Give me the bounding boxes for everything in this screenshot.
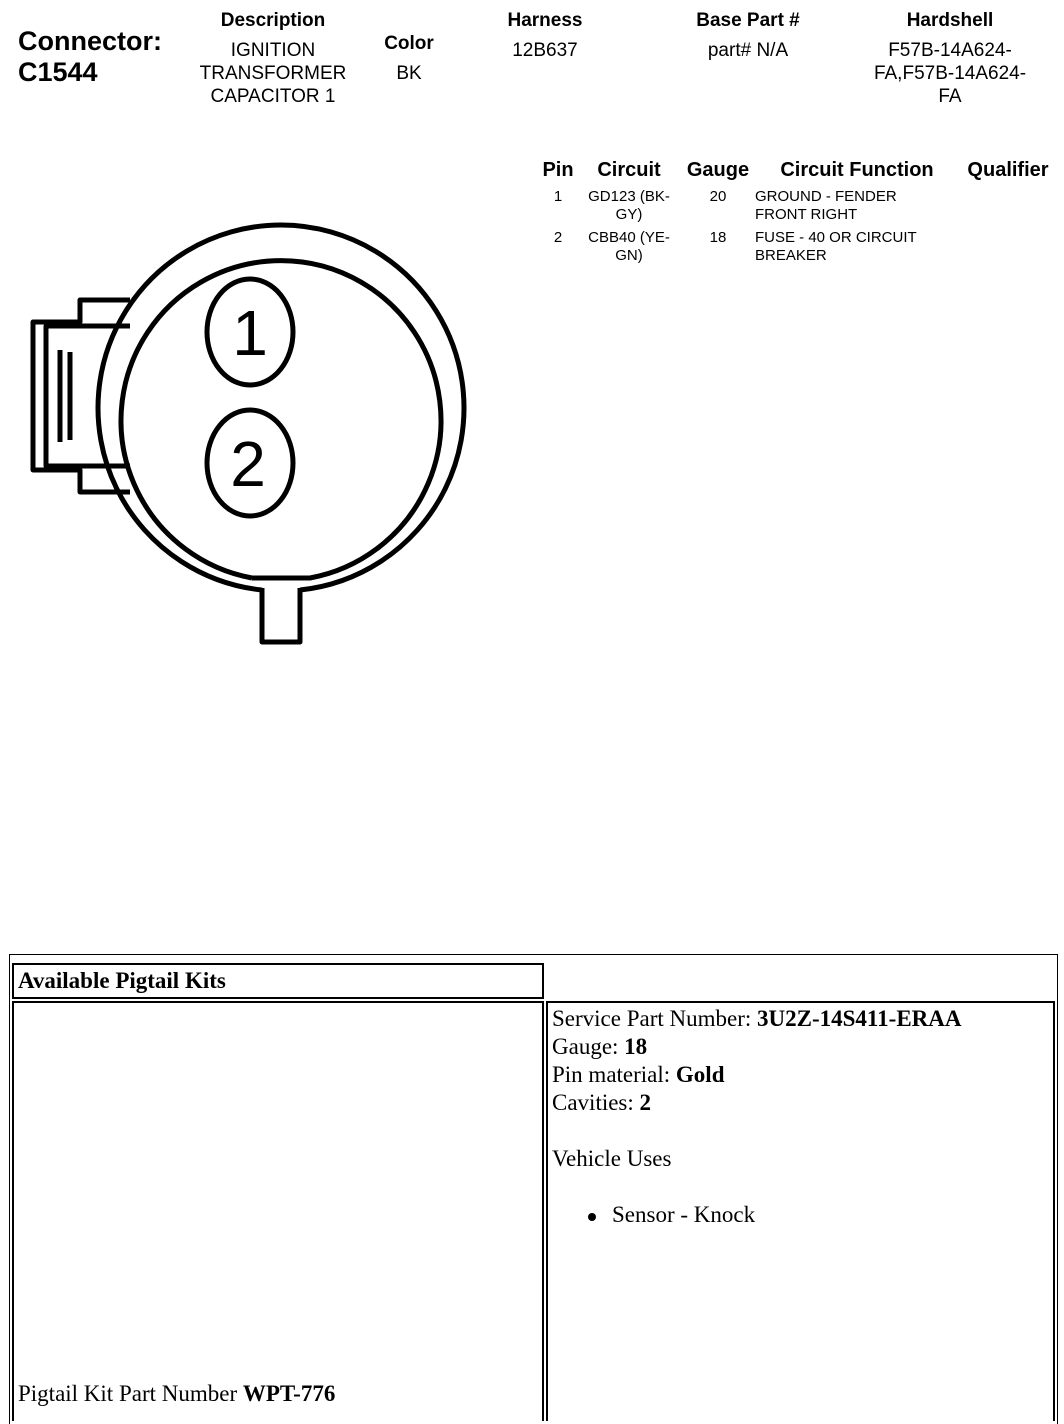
connector-title: [18, 26, 162, 88]
bullet-icon: [588, 1213, 596, 1221]
connector-housing-outer: [98, 225, 464, 590]
gauge-cell: 18: [709, 229, 727, 246]
pigtail-title-cell: [12, 963, 544, 999]
pin-number: 2: [553, 229, 563, 246]
gauge-value: 18: [624, 1034, 648, 1059]
connector-id: C1544: [18, 57, 98, 87]
service-part-line: [552, 1005, 1049, 1033]
description-value: IGNITION TRANSFORMER CAPACITOR 1: [199, 40, 347, 107]
circuit-header: Circuit: [597, 159, 661, 181]
pin-material-label: Pin material:: [552, 1062, 676, 1087]
cavity-1-label: 1: [232, 297, 268, 369]
cavity-2: [207, 410, 293, 516]
color-label: Color: [384, 33, 434, 54]
gauge-header: Gauge: [686, 159, 750, 181]
harness-value: 12B637: [512, 40, 578, 61]
function-cell: [755, 229, 945, 265]
kit-part-value: WPT-776: [242, 1381, 336, 1406]
circuit-function-header: Circuit Function: [780, 159, 934, 181]
function-line: BREAKER: [755, 247, 827, 264]
circuit-cell: [574, 188, 684, 224]
function-line: GROUND - FENDER: [755, 188, 897, 205]
connector-housing-inner: [121, 261, 441, 578]
circuit-cell: [574, 229, 684, 265]
service-part-value: 3U2Z-14S411-ERAA: [757, 1006, 962, 1031]
function-line: FRONT RIGHT: [755, 206, 858, 223]
circuit-line: GD123 (BK-: [588, 188, 670, 205]
pigtail-empty-header-cell: [546, 963, 1055, 999]
connector-key-tab: [262, 588, 300, 642]
color-value: BK: [396, 63, 422, 84]
gauge-line: [552, 1033, 1049, 1061]
base-part-label: Base Part #: [696, 10, 800, 31]
function-line: FUSE - 40 OR CIRCUIT: [755, 229, 917, 246]
cavity-1: [207, 279, 293, 385]
pin-header: Pin: [542, 159, 574, 181]
pin-number: 1: [553, 188, 563, 205]
hardshell-value: F57B-14A624- FA,F57B-14A624- FA: [873, 40, 1027, 107]
vehicle-use-text: Sensor - Knock: [612, 1202, 756, 1227]
service-part-label: Service Part Number:: [552, 1006, 758, 1031]
hardshell-label: Hardshell: [906, 10, 994, 31]
cavities-label: Cavities:: [552, 1090, 640, 1115]
pin-material-line: [552, 1061, 1049, 1089]
connector-face-diagram: [0, 190, 470, 660]
list-item: [552, 1201, 1049, 1229]
description-label: Description: [220, 10, 326, 31]
connector-label: Connector:: [18, 26, 162, 56]
circuit-line: CBB40 (YE-: [588, 229, 670, 246]
cavities-line: [552, 1089, 1049, 1117]
vehicle-uses-label: Vehicle Uses: [552, 1146, 672, 1171]
pin-material-value: Gold: [675, 1062, 725, 1087]
harness-label: Harness: [507, 10, 583, 31]
cavity-2-label: 2: [230, 428, 266, 500]
gauge-cell: 20: [709, 188, 727, 205]
circuit-line: GY): [615, 206, 643, 223]
gauge-label: Gauge:: [552, 1034, 625, 1059]
kit-part-label: Pigtail Kit Part Number: [18, 1381, 243, 1406]
pigtail-title: Available Pigtail Kits: [18, 968, 226, 993]
pigtail-image-cell: [12, 1001, 544, 1421]
circuit-line: GN): [615, 247, 643, 264]
function-cell: [755, 188, 945, 224]
base-part-value: part# N/A: [707, 40, 789, 61]
cavities-value: 2: [639, 1090, 652, 1115]
pigtail-details-cell: [546, 1001, 1055, 1421]
pigtail-kit-part: [18, 1380, 335, 1408]
qualifier-header: Qualifier: [967, 159, 1049, 181]
